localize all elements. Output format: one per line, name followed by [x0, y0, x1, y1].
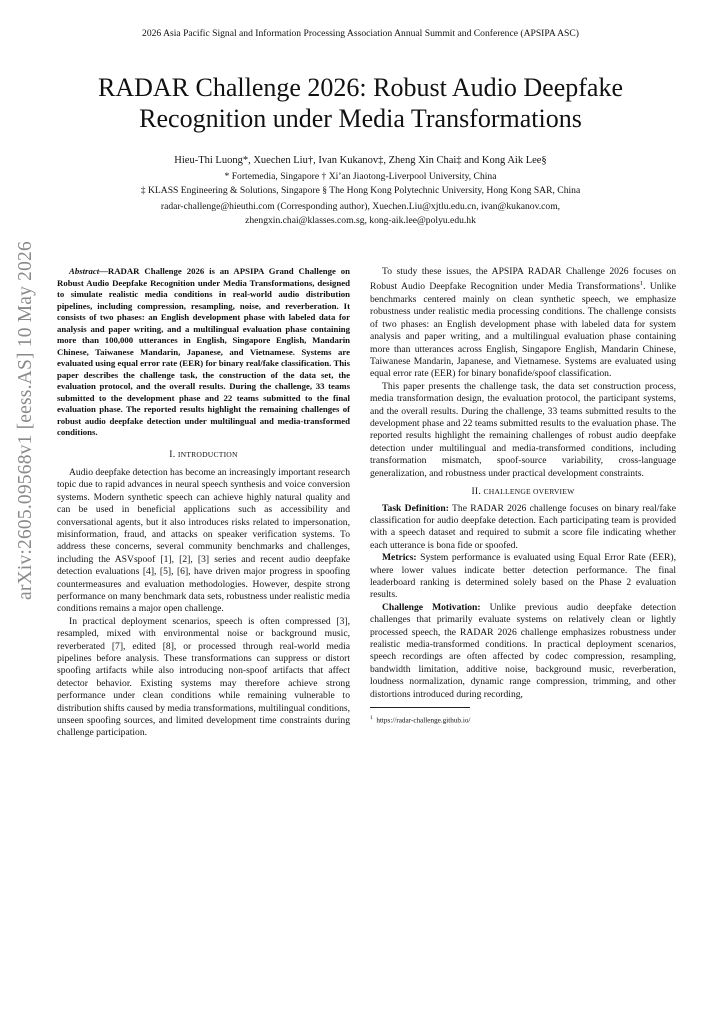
title-line-1: RADAR Challenge 2026: Robust Audio Deepfake: [98, 73, 623, 102]
footnote-rule: [370, 707, 470, 708]
footnote: [370, 712, 676, 727]
conference-header: 2026 Asia Pacific Signal and Information Processing Association Annual Summit and Conference (APSIPA ASC): [142, 28, 579, 39]
task-definition-paragraph: [370, 503, 676, 553]
section-heading-introduction: [57, 449, 350, 461]
right-paragraph-1: [370, 266, 676, 381]
abstract-text: —RADAR Challenge 2026 is an APSIPA Grand Challenge on Robust Audio Deepfake Recognition under Media Transformations, designed to simulate realistic media conditions in real-world audio distribution pipelines, including compression, resampling, noise, and reverberation. It consists of two phases: an English development phase with labeled data for analysis and paper writing, and a multilingual evaluation phase containing more than 100,000 utterances in English, Singapore English, Mandarin Chinese, Taiwanese Mandarin, Japanese, and Vietnamese. Systems are evaluated using equal error rate (EER) for binary real/fake classification. This paper describes the challenge task, the construction of the data set, the evaluation protocol, and the overall results. During the challenge, 33 teams submitted to the development phase and 22 teams submitted to the final evaluation phase. The reported results highlight the remaining challenges of robust audio deepfake detection under multilingual and media-transformed conditions.: [57, 266, 350, 437]
paper-title: [40, 72, 681, 134]
motivation-text: Unlike previous audio deepfake detection challenges that primarily evaluate systems on relatively clean or lightly processed speech, the RADAR 2026 challenge emphasizes robustness under realistic media-transformed conditions. In practical deployment scenarios, speech recordings are often affected by codec compression, resampling, bandwidth limitation, additive noise, background music, reverberation, loudness normalization, dynamic range compression, trimming, and other distortions introduced during recording,: [370, 601, 676, 700]
abstract-label: Abstract: [69, 266, 100, 276]
left-column: [57, 266, 350, 740]
task-label: Task Definition:: [382, 502, 449, 514]
footnote-url[interactable]: https://radar-challenge.github.io/: [376, 716, 471, 725]
section-title: INTRODUCTION: [177, 449, 238, 459]
intro-paragraph-1: Audio deepfake detection has become an increasingly important research topic due to rapid advances in neural speech synthesis and voice conversion systems. Modern synthetic speech can achieve highly natural quality and can be used in beneficial applications such as accessibility and conversational agents, but it also introduces risks related to impersonation, misinformation, fraud, and attacks on speaker verification systems. To address these concerns, several community benchmarks and challenges, including the ASVspoof [1], [2], [3] series and recent audio deepfake detection evaluations [4], [5], [6], have driven major progress in spoofing countermeasures and evaluation methodologies. However, despite strong performance on many benchmark data sets, robustness under realistic media conditions remains a major open challenge.: [57, 466, 350, 615]
paragraph-text-continued: . Unlike benchmarks centered mainly on clean synthetic speech, we emphasize robustness under realistic media processing conditions. The challenge consists of two phases: an English development phase with labeled data for system analysis and paper writing, and a multilingual evaluation phase containing more than utterances across English, Singapore English, Mandarin Chinese, Taiwanese Mandarin, Japanese, and Vietnamese. Systems are evaluated using equal error rate (EER) for binary bonafide/spoof classification.: [370, 281, 676, 380]
footnote-ref: 1: [639, 280, 644, 288]
affiliation-line-2: ‡ KLASS Engineering & Solutions, Singapore § The Hong Kong Polytechnic University, Hong Kong SAR, China: [140, 185, 581, 196]
metrics-text: System performance is evaluated using Equal Error Rate (EER), where lower values indicate better detection performance. The final leaderboard ranking is determined solely based on the Phase 2 evaluation results.: [370, 552, 676, 601]
motivation-paragraph: [370, 602, 676, 701]
right-paragraph-2: This paper presents the challenge task, the data set construction process, media transformation design, the evaluation protocol, the participant systems, and the overall results. During the challenge, 33 teams submitted results to the development phase and 22 teams submitted results to the evaluation phase. The reported results highlight the remaining challenges of robust audio deepfake detection under multilingual and media-transformed conditions, including transformation mismatch, spoof-source variability, cross-language generalization, and robustness under practical development constraints.: [370, 380, 676, 479]
arxiv-identifier: arXiv:2605.09568v1 [eess.AS] 10 May 2026: [15, 241, 36, 600]
paragraph-text: To study these issues, the APSIPA RADAR Challenge 2026 focuses on Robust Audio Deepfake Recognition under Media Transformations: [370, 266, 676, 293]
section-title: CHALLENGE OVERVIEW: [483, 487, 575, 497]
metrics-paragraph: [370, 552, 676, 602]
title-line-2: Recognition under Media Transformations: [139, 104, 582, 133]
task-text: The RADAR 2026 challenge focuses on binary real/fake classification for audio deepfake detection. Each participating team is provided with a speech dataset and required to submit a score file indicating whether each utterance is bona fide or spoofed.: [370, 502, 676, 551]
email-line-1: radar-challenge@hieuthi.com (Corresponding author), Xuechen.Liu@xjtlu.edu.cn, ivan@kukanov.com,: [160, 201, 561, 212]
footnote-mark: 1: [370, 715, 373, 721]
right-column: [370, 266, 676, 727]
email-line-2: zhengxin.chai@klasses.com.sg, kong-aik.lee@polyu.edu.hk: [245, 215, 476, 226]
section-number: I.: [169, 448, 176, 460]
motivation-label: Challenge Motivation:: [382, 601, 481, 613]
section-heading-overview: [370, 486, 676, 498]
intro-paragraph-2: In practical deployment scenarios, speech is often compressed [3], resampled, mixed with environmental noise or background music, reverberated [7], edited [8], or processed through real-world media pipelines before analysis. These transformations can suppress or distort spoofing artifacts while also introducing non-spoof artifacts that affect detector behavior. Existing systems may therefore achieve strong performance under clean conditions while remaining vulnerable to distribution shifts caused by media transformations, multilingual conditions, unseen spoofing sources, and limited development time constraints during challenge participation.: [57, 615, 350, 739]
affiliation-line-1: * Fortemedia, Singapore † Xi’an Jiaotong-Liverpool University, China: [224, 171, 497, 182]
section-number: II.: [471, 486, 481, 498]
abstract: [57, 266, 350, 439]
metrics-label: Metrics:: [382, 552, 417, 564]
author-list: Hieu-Thi Luong*, Xuechen Liu†, Ivan Kukanov‡, Zheng Xin Chai‡ and Kong Aik Lee§: [174, 155, 547, 166]
